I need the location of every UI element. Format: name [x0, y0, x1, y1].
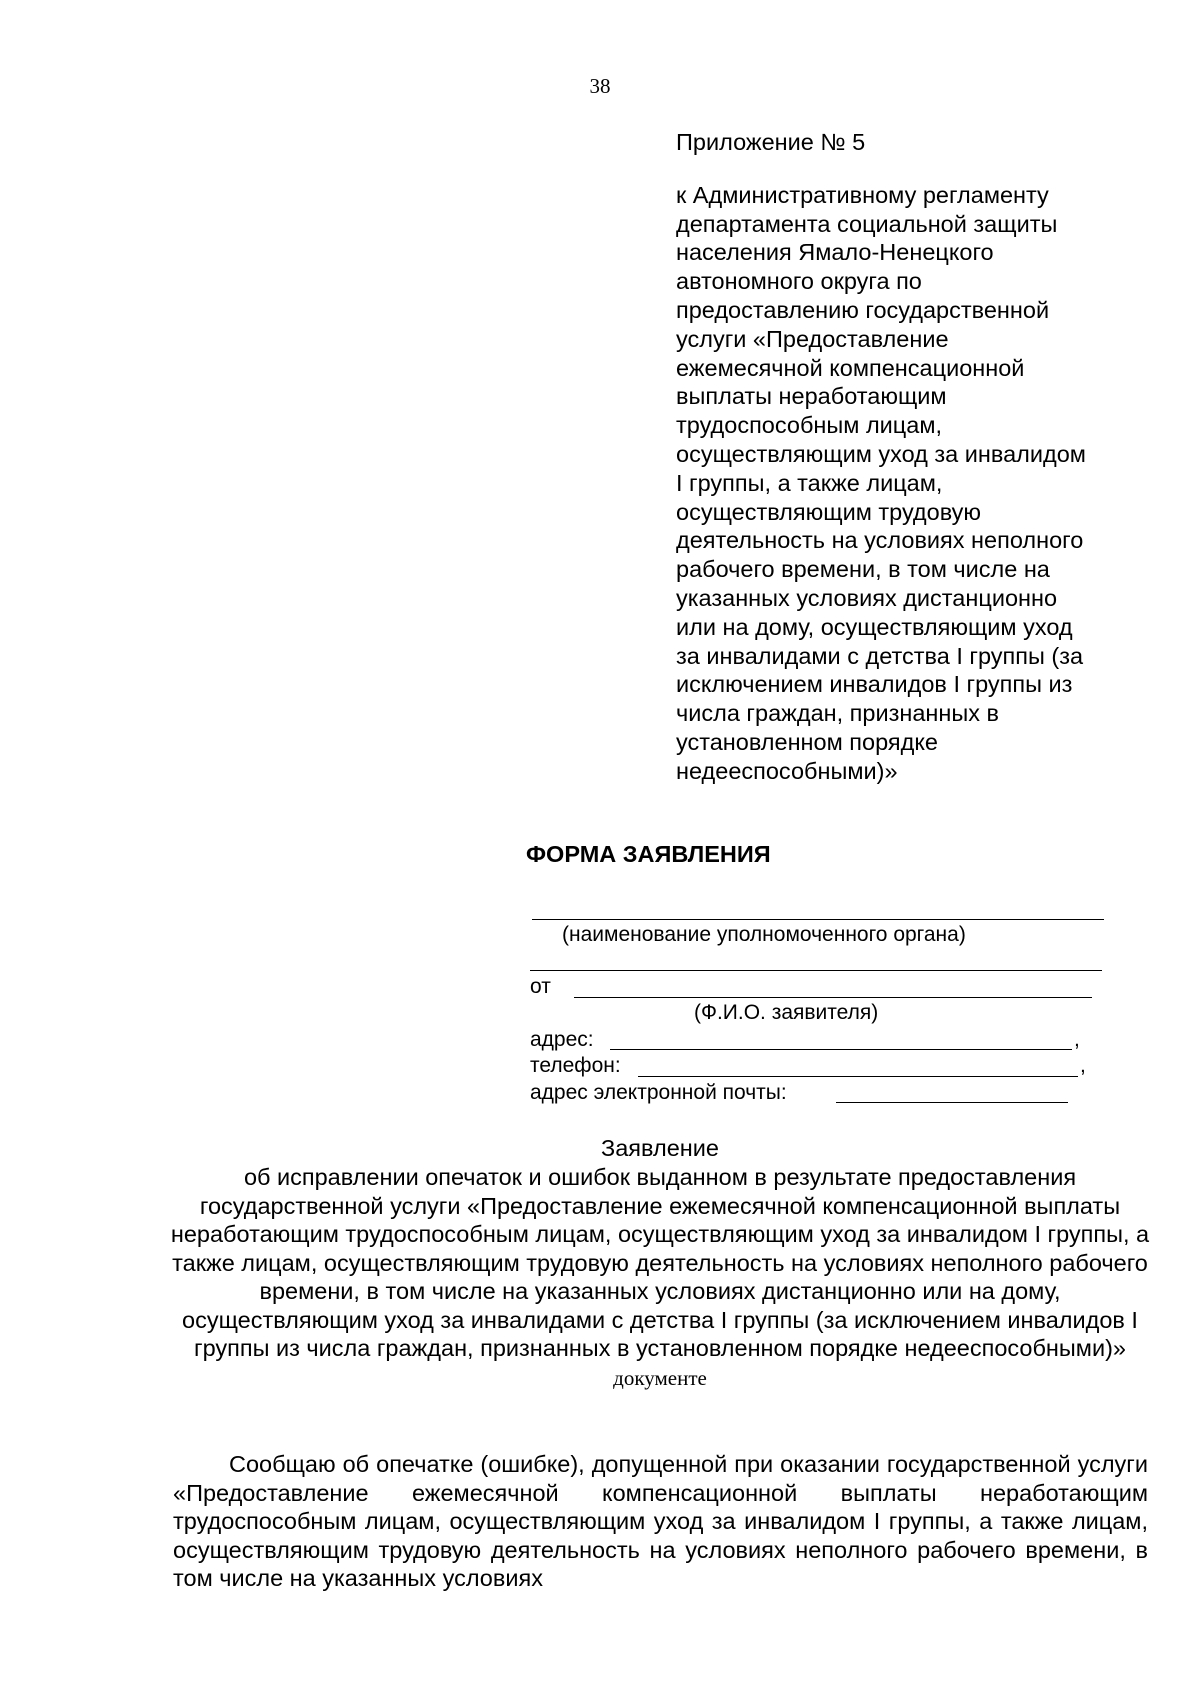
email-line[interactable]	[836, 1102, 1068, 1103]
statement-subject-text: об исправлении опечаток и ошибок выданном в результате предоставления государственной услуги «Предоставление ежемесячной компенсационной выплаты неработающим трудоспособным лицам, осуществляющим уход за инвалидом I группы, а также лицам, осуществляющим трудовую деятельность на условиях неполного рабочего времени, в том числе на указанных условиях дистанционно или на дому, осуществляющим уход за инвалидами с детства I группы (за исключением инвалидов I группы из числа граждан, признанных в установленном порядке недееспособными)»	[170, 1164, 1150, 1361]
phone-line[interactable]	[638, 1076, 1078, 1077]
appendix-title: Приложение № 5	[676, 129, 866, 155]
authority-name-caption: (наименование уполномоченного органа)	[562, 923, 966, 946]
from-label: от	[530, 975, 551, 998]
appendix-body: к Административному регламенту департамента социальной защиты населения Ямало-Ненецкого автономного округа по предоставлению государственной услуги «Предоставление ежемесячной компенсационной выплаты неработающим трудоспособным лицам, осуществляющим уход за инвалидом I группы, а также лицам, осуществляющим трудовую деятельность на условиях неполного рабочего времени, в том числе на указанных условиях дистанционно или на дому, осуществляющим уход за инвалидами с детства I группы (за исключением инвалидов I группы из числа граждан, признанных в установленном порядке недееспособными)»	[676, 181, 1086, 784]
address-label: адрес:	[530, 1028, 594, 1051]
address-line-comma: ,	[1074, 1028, 1080, 1051]
phone-line-comma: ,	[1080, 1054, 1086, 1077]
page-number: 38	[589, 74, 611, 98]
applicant-name-line[interactable]	[574, 997, 1092, 998]
authority-extra-line[interactable]	[530, 970, 1102, 971]
statement-subject-suffix: документе	[613, 1365, 707, 1390]
statement-heading: Заявление	[601, 1135, 719, 1161]
email-label: адрес электронной почты:	[530, 1081, 787, 1104]
statement-subject	[166, 1163, 1154, 1392]
applicant-name-caption: (Ф.И.О. заявителя)	[694, 1001, 879, 1024]
authority-name-line[interactable]	[532, 919, 1104, 920]
address-line[interactable]	[610, 1049, 1072, 1050]
phone-label: телефон:	[530, 1054, 621, 1077]
appendix-block	[676, 128, 1146, 786]
report-body: Сообщаю об опечатке (ошибке), допущенной при оказании государственной услуги «Предоставление ежемесячной компенсационной выплаты неработающим трудоспособным лицам, осуществляющим уход за инвалидом I группы, а также лицам, осуществляющим трудовую деятельность на условиях неполного рабочего времени, в том числе на указанных условиях	[173, 1451, 1148, 1591]
form-title: ФОРМА ЗАЯВЛЕНИЯ	[526, 841, 771, 867]
